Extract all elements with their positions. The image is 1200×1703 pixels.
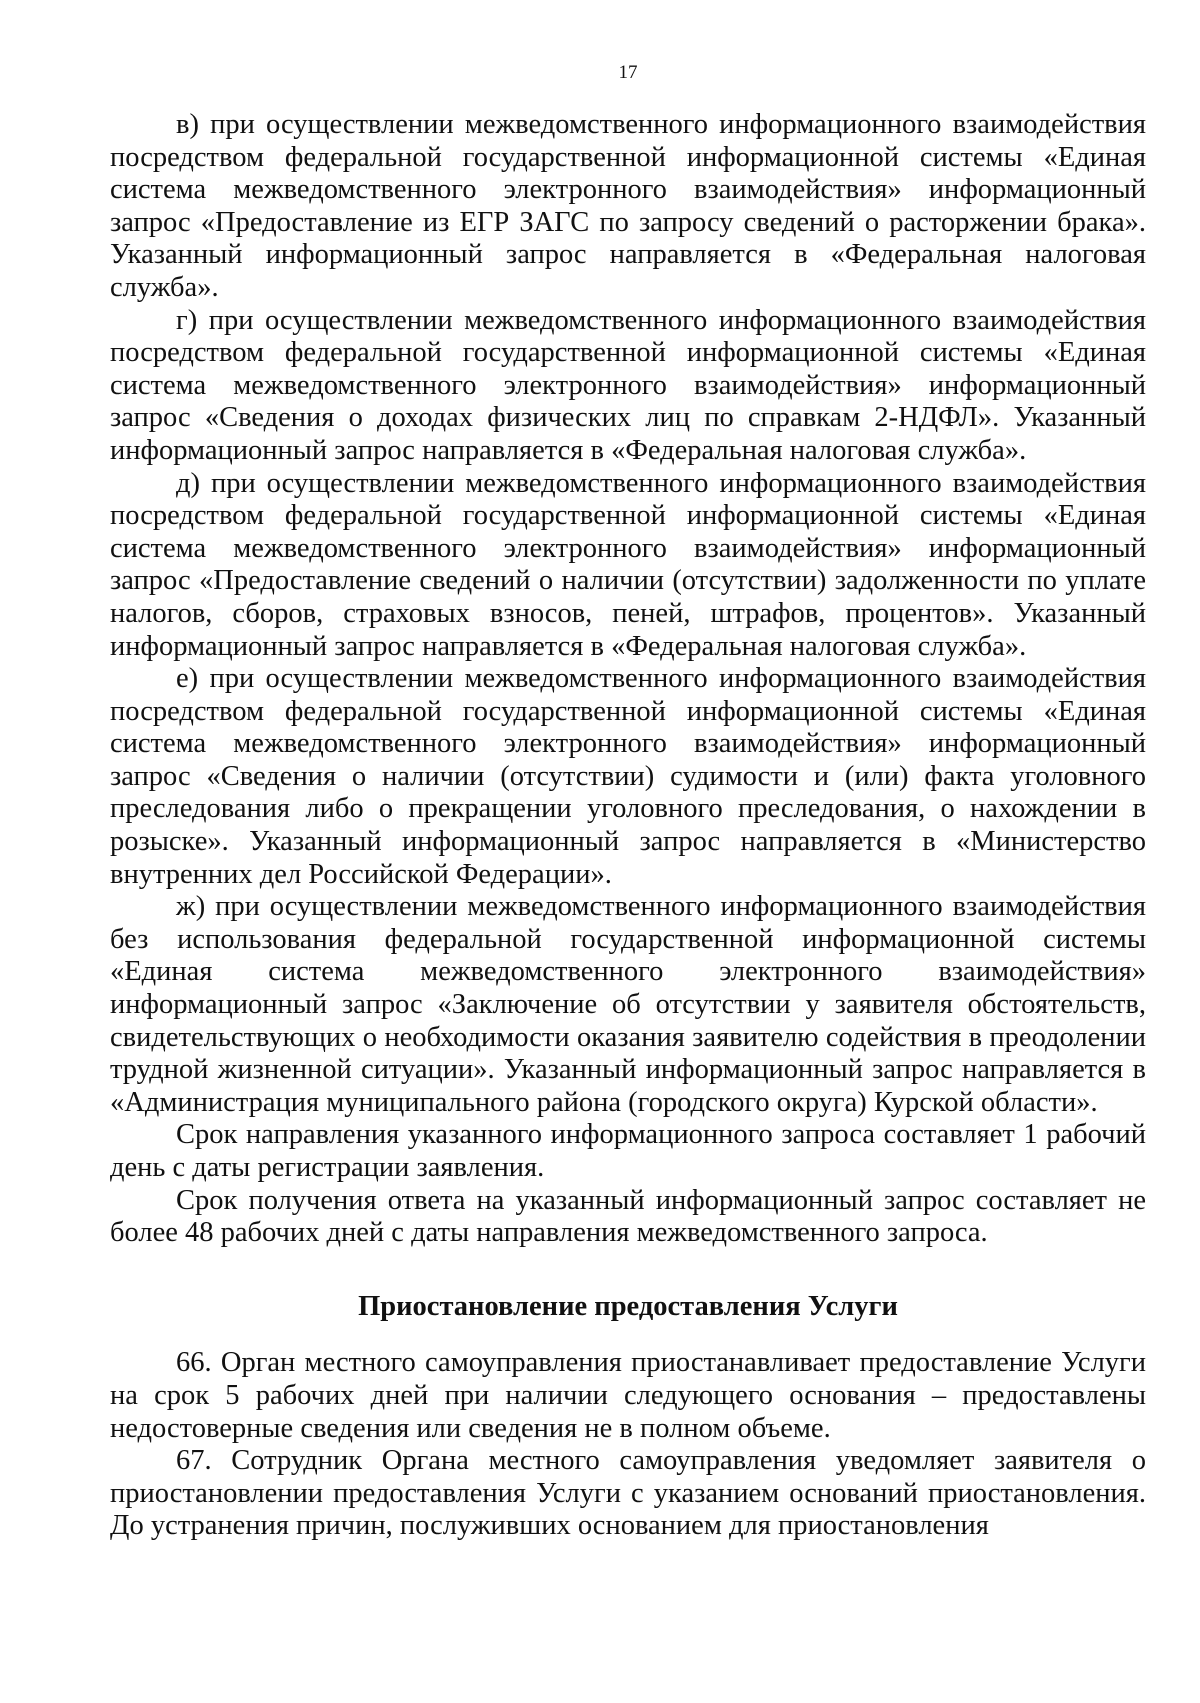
page-number: 17	[618, 62, 638, 83]
paragraph-item-v: в) при осуществлении межведомственного информационного взаимодействия посредством федеральной государственной информационной системы «Единая система межведомственного электронного взаимодействия» информационный запрос «Предоставление из ЕГР ЗАГС по запросу сведений о расторжении брака». Указанный информационный запрос направляется в «Федеральная налоговая служба».	[110, 109, 1146, 303]
document-body	[110, 109, 1146, 1543]
paragraph-66: 66. Орган местного самоуправления приостанавливает предоставление Услуги на срок 5 рабочих дней при наличии следующего основания – предоставлены недостоверные сведения или сведения не в полном объеме.	[110, 1347, 1146, 1444]
paragraph-item-g: г) при осуществлении межведомственного информационного взаимодействия посредством федеральной государственной информационной системы «Единая система межведомственного электронного взаимодействия» информационный запрос «Сведения о доходах физических лиц по справкам 2-НДФЛ». Указанный информационный запрос направляется в «Федеральная налоговая служба».	[110, 304, 1146, 466]
section-heading: Приостановление предоставления Услуги	[358, 1290, 898, 1322]
paragraph-item-zh: ж) при осуществлении межведомственного информационного взаимодействия без использования федеральной государственной информационной системы «Единая система межведомственного электронного взаимодействия» информационный запрос «Заключение об отсутствии у заявителя обстоятельств, свидетельствующих о необходимости оказания заявителю содействия в преодолении трудной жизненной ситуации». Указанный информационный запрос направляется в «Администрация муниципального района (городского округа) Курской области».	[110, 891, 1146, 1118]
paragraph-request-deadline: Срок направления указанного информационного запроса составляет 1 рабочий день с даты регистрации заявления.	[110, 1119, 1146, 1183]
paragraph-67: 67. Сотрудник Органа местного самоуправления уведомляет заявителя о приостановлении предоставления Услуги с указанием оснований приостановления. До устранения причин, послуживших основанием для приостановления	[110, 1445, 1146, 1542]
paragraph-item-e: е) при осуществлении межведомственного информационного взаимодействия посредством федеральной государственной информационной системы «Единая система межведомственного электронного взаимодействия» информационный запрос «Сведения о наличии (отсутствии) судимости и (или) факта уголовного преследования либо о прекращении уголовного преследования, о нахождении в розыске». Указанный информационный запрос направляется в «Министерство внутренних дел Российской Федерации».	[110, 663, 1146, 890]
paragraph-item-d: д) при осуществлении межведомственного информационного взаимодействия посредством федеральной государственной информационной системы «Единая система межведомственного электронного взаимодействия» информационный запрос «Предоставление сведений о наличии (отсутствии) задолженности по уплате налогов, сборов, страховых взносов, пеней, штрафов, процентов». Указанный информационный запрос направляется в «Федеральная налоговая служба».	[110, 467, 1146, 662]
paragraph-response-deadline: Срок получения ответа на указанный информационный запрос составляет не более 48 рабочих дней с даты направления межведомственного запроса.	[110, 1184, 1146, 1249]
